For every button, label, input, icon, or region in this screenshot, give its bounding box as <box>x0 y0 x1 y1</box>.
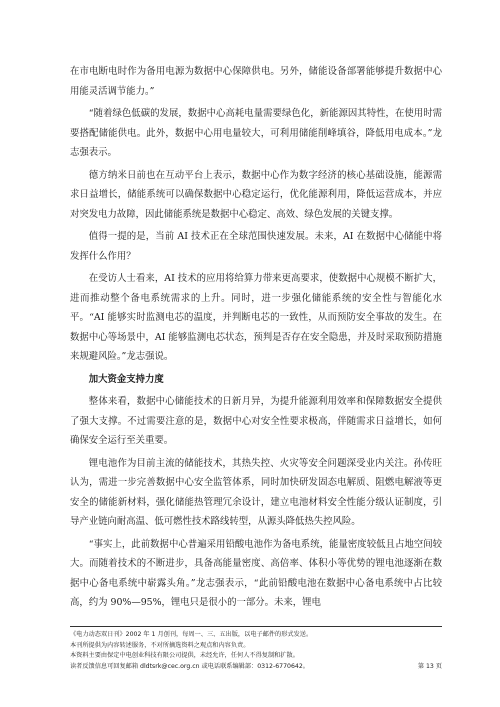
footer-line-publication: 《电力动态双日刊》2002 年 1 月创刊，每周一、三、五出版，以电子邮件的形式发送。 <box>70 631 313 638</box>
paragraph-continuation: 在市电断电时作为备用电源为数据中心保障供电。另外，储能设备部署能够提升数据中心用能灵活调节能力。” <box>70 66 442 97</box>
footer-line-provider: 本资料主要由保定中电创业科技有限公司提供，未经允许，任何人不得复制和扩散。 <box>70 652 299 659</box>
paragraph-overall: 整体来看，数据中心储能技术的日新月异，为提升能源利用效率和保障数据安全提供了强大支撑。不过需要注意的是，数据中心对安全性要求极高，伴随需求日益增长，如何确保安全运行至关重要。 <box>70 396 442 446</box>
page-footer <box>70 626 442 672</box>
article-body <box>70 62 442 616</box>
paragraph-lead-acid: “事实上，此前数据中心普遍采用铅酸电池作为备电系统，能量密度较低且占地空间较大。而随着技术的不断进步，具备高能量密度、高倍率、体积小等优势的锂电池逐渐在数据中心备电系统中崭露头角。”龙志强表示，“此前铅酸电池在数据中心备电系统中占比较高，约为 90%—95%，锂电只是很小的一部分。未来，锂电 <box>70 538 442 608</box>
footer-line-disclaimer: 本刊所提供为内容转述服务，不对所摘选资料之观点和内容负责。 <box>70 641 250 649</box>
paragraph-lithium-safety: 锂电池作为目前主流的储能技术，其热失控、火灾等安全问题深受业内关注。孙传旺认为，需进一步完善数据中心安全监管体系，同时加快研发固态电解质、阻燃电解液等更安全的储能新材料，强化储能热管理冗余设计，建立电池材料安全性能分级认证制度，引导产业链向耐高温、低可燃性技术路线转型，从源头降低热失控风险。 <box>70 457 442 527</box>
paragraph-ai-answer: 在受访人士看来，AI 技术的应用将给算力带来更高要求，使数据中心规模不断扩大，进而推动整个备电系统需求的上升。同时，进一步强化储能系统的安全性与智能化水平。“AI 能够实时监测电芯的温度，并判断电芯的一致性，从而预防安全事故的发生。在数据中心等场景中，AI 能够监测电芯状态，预判是否存在安全隐患，并及时采取预防措施来规避风险。”龙志强说。 <box>70 273 442 362</box>
paragraph-ai-question: 值得一提的是，当前 AI 技术正在全球范围快速发展。未来，AI 在数据中心储能中将发挥什么作用？ <box>70 231 442 262</box>
footer-line-contact: 读者反馈信息可回复邮箱 dldtsrk@cec.org.cn 或电话联系编辑部：0312-6770642。 <box>70 662 309 670</box>
section-heading: 加大资金支持力度 <box>88 373 164 385</box>
paragraph-defangnami: 德方纳米日前也在互动平台上表示，数据中心作为数字经济的核心基础设施，能源需求日益增长，储能系统可以确保数据中心稳定运行，优化能源利用，降低运营成本，并应对突发电力故障，因此储能系统是数据中心稳定、高效、绿色发展的关键支撑。 <box>70 169 442 220</box>
paragraph-quote-longzhiqiang: “随着绿色低碳的发展，数据中心高耗电量需要绿色化，新能源因其特性，在使用时需要搭配储能供电。此外，数据中心用电量较大，可利用储能削峰填谷，降低用电成本。”龙志强表示。 <box>70 108 442 158</box>
page-number: 第 13 页 <box>417 662 442 670</box>
